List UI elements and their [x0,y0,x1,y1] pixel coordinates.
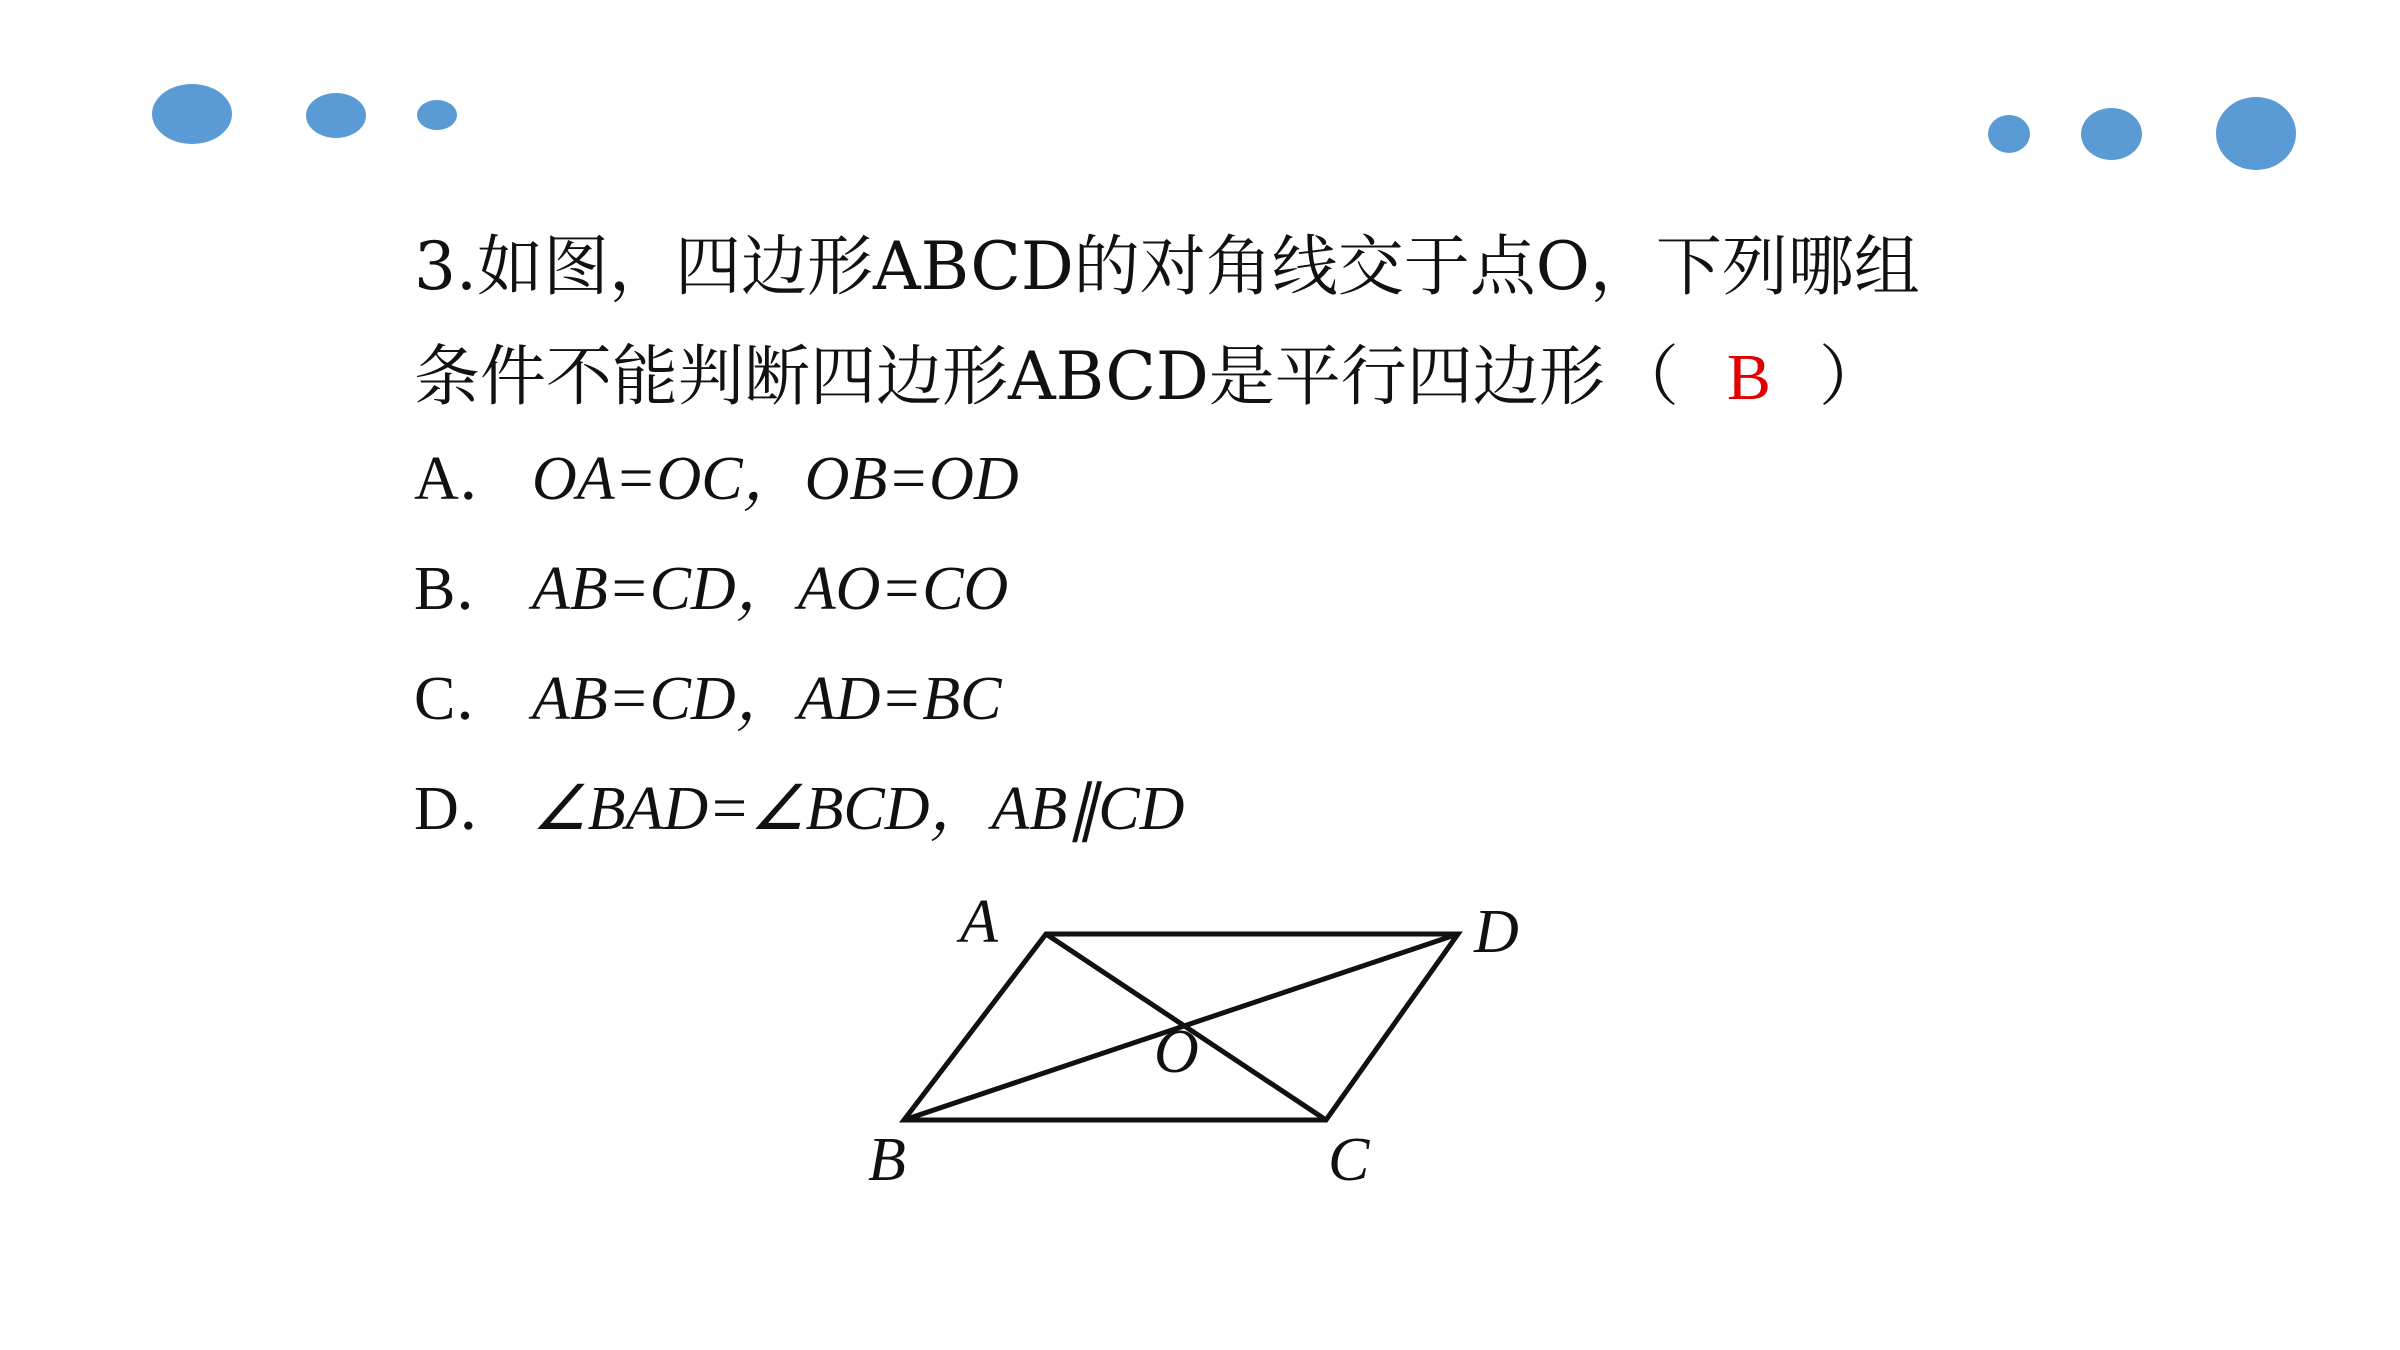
question-line-2 [414,322,2014,432]
decorative-dot-medium-right [2081,108,2142,160]
center-label-o: O [1154,1018,1199,1086]
option-a-text: OA=OC，OB=OD [532,445,1019,513]
answer-options [414,424,1184,864]
option-b-letter: B． [414,555,518,623]
decorative-dot-small-left [417,100,457,130]
option-d-letter: D． [414,775,521,843]
option-d-text: ∠BAD=∠BCD，AB∥CD [532,775,1185,843]
vertex-label-b: B [868,1126,906,1194]
vertex-label-a: A [960,890,998,956]
decorative-dot-small-right [1988,115,2030,153]
parallelogram-diagram [840,890,1560,1210]
decorative-dot-large-left [152,84,232,144]
option-b [414,534,1184,644]
question-line-2-text: 条件不能判断四边形ABCD是平行四边形 [414,338,1605,415]
question-line-1: 3.如图，四边形ABCD的对角线交于点O，下列哪组 [414,228,1920,305]
paren-open: （ [1612,338,1679,415]
parallelogram-figure [840,890,1560,1210]
option-c [414,644,1184,754]
option-a-letter: A． [414,445,521,513]
option-c-letter: C． [414,665,518,733]
answer-choice: B [1726,341,1771,414]
option-c-text: AB=CD，AD=BC [532,665,1002,733]
question-stem [414,212,2014,432]
option-b-text: AB=CD，AO=CO [532,555,1009,623]
option-a [414,424,1184,534]
option-d [414,754,1184,864]
vertex-label-d: D [1474,898,1519,966]
decorative-dot-medium-left [306,93,366,138]
decorative-dot-large-right [2216,97,2296,170]
paren-close: ） [1818,338,1885,415]
vertex-label-c: C [1328,1126,1370,1194]
